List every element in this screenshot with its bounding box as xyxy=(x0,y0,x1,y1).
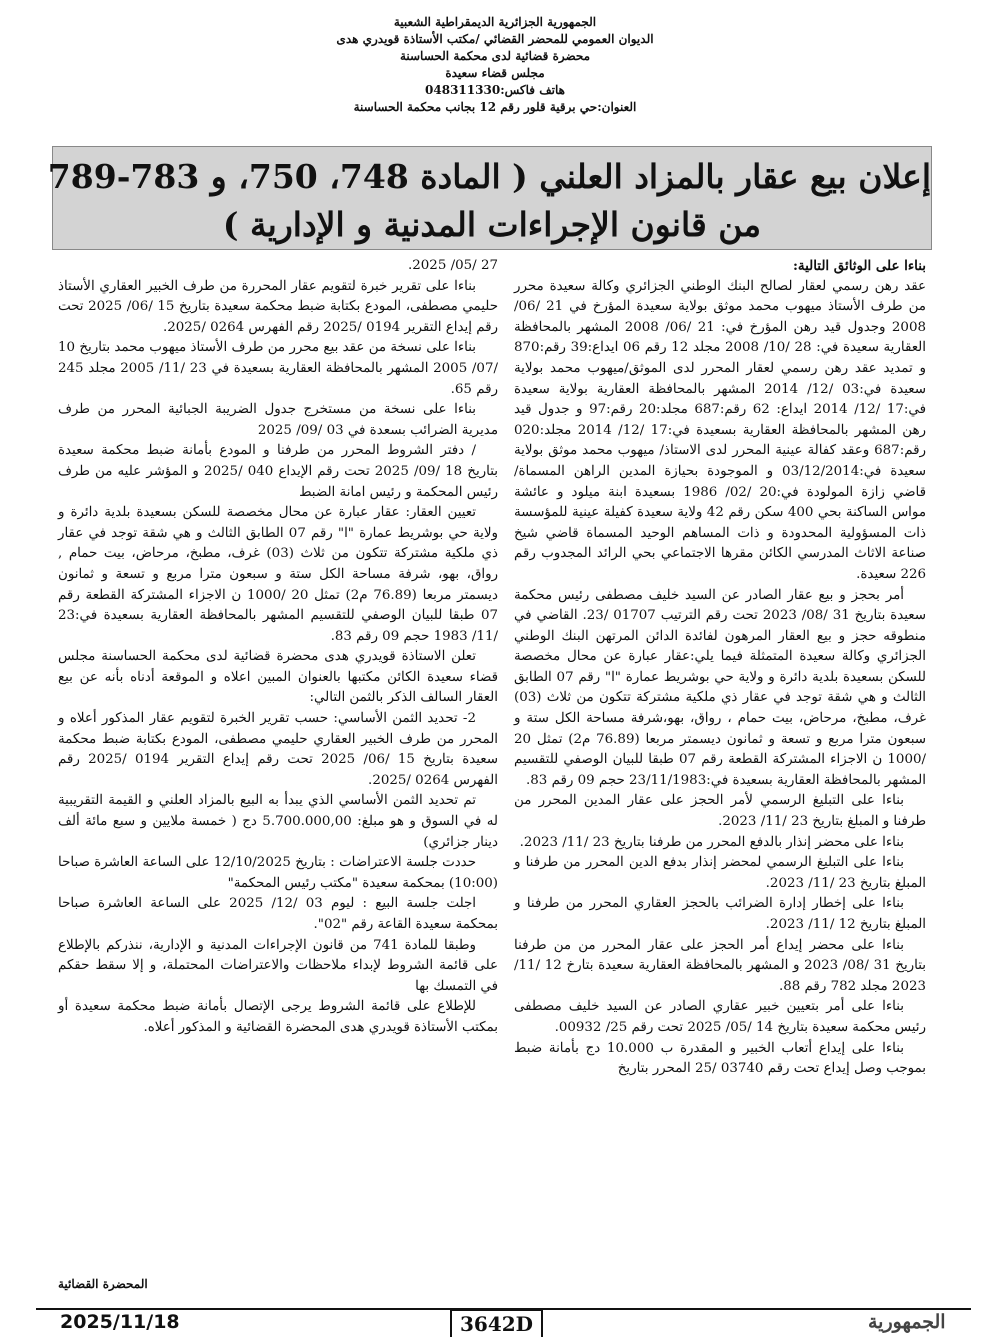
paragraph: بناءا على إخطار إدارة الضرائب بالحجز العقاري المحرر من طرفنا و المبلغ بتاريخ 12 /11/ 2023. xyxy=(514,896,926,932)
paragraph: بناءا على محضر إيداع أمر الحجز على عقار المحرر من من طرفنا بتاريخ 31 /08/ 2023 و المشهر بالمحافظة العقارية سعيدة بتارخ 12 /11/ 2023 مجلد 782 رقم 88. xyxy=(514,937,926,994)
paragraph: أمر بحجز و بيع عقار الصادر عن السيد خليف مصطفى رئيس محكمة سعيدة بتاريخ 31 /08/ 2023 تحت رقم الترتيب 01707 /23. القاضي في منطوقه حجز و بيع العقار المرهون لفائدة الدائن المرتهن البنك الوطني الجزائري وكالة سعيدة المتمثلة فيما يلي:عقار عبارة عن محال مخصصة للسكن بسعيدة بلدية دائرة و ولاية حي بوشريط عمارة "ا" رقم 07 الطابق الثالث و هي شقة توجد في عقار ذي ملكية مشتركة تتكون من ثلاث (03) غرف، مطبخ، مرحاض، بيت حمام ، رواق، بهو،شرفة مساحة الكل ستة و سبعون مترا مربع و تسعة و ثمانون ديسمتر مربعا (76.89 م2) تمثل 20 /1000 ن الاجزاء المشتركة القطعة رقم 07 طبقا للبيان الوصفي للتقسيم المشهر بالمحافظة العقارية بسعيدة في:23/11/1983 حجم 09 رقم 83. xyxy=(514,587,926,788)
paragraph: بناءا على محضر إنذار بالدفع المحرر من طرفنا بتاريخ 23 /11/ 2023. xyxy=(519,834,904,850)
paragraph: / دفتر الشروط المحرر من طرفنا و المودع بأمانة ضبط محكمة سعيدة بتاريخ 18 /09/ 2025 تحت رقم الإيداع 040 /2025 و المؤشر عليه من طرف رئيس المحكمة و رئيس امانة الضبط xyxy=(58,443,498,500)
paragraph: بناءا على التبليغ الرسمي لأمر الحجز على عقار المدين المحرر من طرفنا و المبلغ بتاريخ 23 /11/ 2023. xyxy=(514,793,926,830)
header-bailiff: محضرة قضائية لدى محكمة الحساسنة xyxy=(399,49,591,63)
header-republic: الجمهورية الجزائرية الديمقراطية الشعبية xyxy=(393,15,597,29)
ad-code: 3642D xyxy=(450,1309,543,1337)
paragraph: عقد رهن رسمي لعقار لصالح البنك الوطني الجزائري وكالة سعيدة محرر من طرف الأستاذ ميهوب محمد موثق بولاية سعيدة المؤرخ في 21 /06/ 2008 وجدول قيد رهن المؤرخ في: 21 /06/ 2008 المشهر بالمحافظة العقارية سعيدة في: 28 /10/ 2008 مجلد 12 رقم 06 ايداع:39 رقم:870 و تمديد عقد رهن رسمي لعقار المحرر لدى الموثق/ميهوب محمد بولاية سعيدة في:03 /12/ 2014 المشهر بالمحافظة العقارية بولاية سعيدة في:17 /12/ 2014 ايداع: 62 رقم:687 مجلد:20 رقم:97 و جدول قيد رهن المشهر بالمحافظة العقارية بسعيدة في:17 /12/ 2014 مجلد:020 رقم:687 وعقد كفالة عينية المحرر لدى الاستاذ/ ميهوب محمد موثق بولاية سعيدة في:03/12/2014 و الموجودة بحيازة المدين الراهن المسماة/ قاضي زازة المولودة في:20 /02/ 1986 بسعيدة ابنة ميلود و عائشة مواس الساكنة بحي 400 سكن رقم 42 ولاية سعيدة كفيلة عينية للمؤسسة ذات المسؤولية المحدودة و ذات المساهم الوحيد المسماة قاضي شيخ صناعة الاثاث المدرسي الكائن مقرها الاجتماعي بحي الرائد المجدوب رقم 226 سعيدة. xyxy=(514,278,927,582)
header-court: مجلس قضاء سعيدة xyxy=(445,66,545,80)
paragraph: 27 /05/ 2025. xyxy=(408,258,498,273)
publication-date: 2025/11/18 xyxy=(60,1311,180,1333)
paragraph: اجلت جلسة البيع : ليوم 03 /12/ 2025 على الساعة العاشرة صباحا بمحكمة سعيدة القاعة رقم "02". xyxy=(58,896,498,932)
header-office: الديوان العمومي للمحضر القضائي /مكتب الأستاذة قويدري هدى xyxy=(336,32,654,46)
notice-title-line2: من قانون الإجراءات المدنية و الإدارية ) xyxy=(222,205,762,244)
paragraph: تم تحديد الثمن الأساسي الذي يبدأ به البيع بالمزاد العلني و القيمة التقريبية له في السوق و هو مبلغ: 5.700.000,00 دج ( خمسة ملايين و سبع مائة ألف دينار جزائري) xyxy=(58,793,498,850)
paragraph: تعلن الاستاذة قويدري هدى محضرة قضائية لدى محكمة الحساسنة مجلس قضاء سعيدة الكائن مكتبها بالعنوان المبين اعلاه و الموقعة أدناه بأنه عن بيع العقار السالف الذكر بالثمن التالي: xyxy=(58,649,498,706)
paragraph: بناءا على إيداع أتعاب الخبير و المقدرة ب 10.000 دج بأمانة ضبط بموجب وصل إيداع تحت رقم 03740 /25 المحرر بتاريخ xyxy=(514,1040,926,1077)
paragraph: حددت جلسة الاعتراضات : بتاريخ 12/10/2025 على الساعة العاشرة صباحا (10:00) بمحكمة سعيدة "مكتب رئيس المحكمة" xyxy=(58,855,498,891)
right-column xyxy=(514,256,926,1080)
paragraph: وطبقا للمادة 741 من قانون الإجراءات المدنية و الإدارية، ننذركم بالإطلاع على قائمة الشروط لإبداء ملاحظات والاعتراضات المحتملة، و إلا سقط حقكم في التمسك بها xyxy=(58,937,498,994)
paragraph: بناءا على أمر بتعيين خبير عقاري الصادر عن السيد خليف مصطفى رئيس محكمة سعيدة بتاريخ 14 /05/ 2025 تحت رقم 25/ 00932. xyxy=(514,999,926,1035)
paragraph: بناءا على نسخة من مستخرج جدول الضريبة الجبائية المحرر من طرف مديرية الضرائب بسعدة في 03 /09/ 2025 xyxy=(58,402,498,438)
header-phone: هاتف فاكس:048311330 xyxy=(425,83,565,97)
newspaper-logo: الجمهورية xyxy=(868,1311,946,1333)
notice-title-box xyxy=(47,146,932,250)
paragraph: للإطلاع على قائمة الشروط يرجى الإتصال بأمانة ضبط محكمة سعيدة أو بمكتب الأستاذة قويدري هدى المحضرة القضائية و المذكور أعلاه. xyxy=(58,999,498,1035)
paragraph: تعيين العقار: عقار عبارة عن محال مخصصة للسكن بسعيدة بلدية دائرة و ولاية حي بوشريط عمارة "ا" رقم 07 الطابق الثالث و هي شقة توجد في عقار ذي ملكية مشتركة تتكون من ثلاث (03) غرف، مطبخ، مرحاض، بيت حمام , رواق، بهو، شرفة مساحة الكل ستة و سبعون مترا مربع و تسعة و ثمانون ديسمتر مربعا (76.89 م2) تمثل 20 /1000 ن الاجزاء المشتركة القطعة رقم 07 طبقا للبيان الوصفي للتقسيم المشهر بالمحافظة العقارية بسعيدة في:23 /11/ 1983 حجم 09 رقم 83. xyxy=(58,505,498,644)
left-column xyxy=(58,256,498,1039)
notice-title-line1: إعلان بيع عقار بالمزاد العلني ( المادة 748، 750، و 783-789 xyxy=(47,157,931,196)
paragraph: 2- تحديد الثمن الأساسي: حسب تقرير الخبرة لتقويم عقار المذكور أعلاه و المحرر من طرف الخبير العقاري حليمي مصطفى، المودع بكتابة ضبط محكمة سعيدة بتاريخ 15 /06/ 2025 تحت رقم إيداع التقرير 0194 /2025 رقم الفهرس 0264 /2025. xyxy=(58,711,498,788)
issuer-header xyxy=(330,14,660,116)
paragraph: بناءا على الوثائق التالية: xyxy=(792,258,926,274)
paragraph: بناءا على نسخة من عقد بيع محرر من طرف الأستاذ ميهوب محمد بتاريخ 10 /07/ 2005 المشهر بالمحافظة العقارية بسعيدة في 23 /11/ 2005 مجلد 245 رقم 65. xyxy=(58,340,498,397)
paragraph: بناءا على التبليغ الرسمي لمحضر إنذار بدفع الدين المحرر من طرفنا و المبلغ بتاريخ 23 /11/ 2023. xyxy=(514,855,926,891)
paragraph: بناءا على تقرير خبرة لتقويم عقار المحررة من طرف الخبير العقاري الأستاذ حليمي مصطفى، المودع بكتابة ضبط محكمة سعيدة بتاريخ 15 /06/ 2025 تحت رقم إيداع التقرير 0194 /2025 رقم الفهرس 0264 /2025. xyxy=(58,278,498,335)
header-address: العنوان:حي برقية قلور رقم 12 بجانب محكمة الحساسنة xyxy=(353,100,637,114)
signature-label: المحضرة القضائية xyxy=(58,1277,148,1291)
